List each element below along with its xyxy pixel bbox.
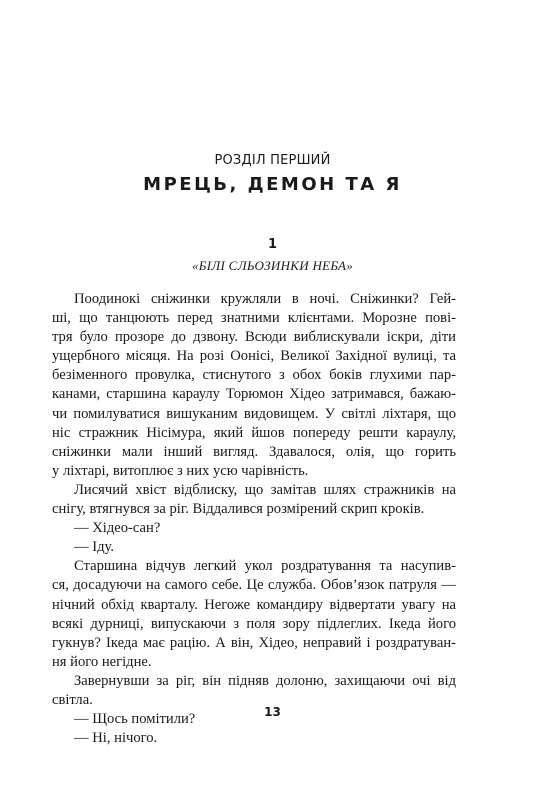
text-line: — Ні, нічого. bbox=[74, 730, 158, 747]
text-line: снігу, втягнувся за ріг. Віддалився розмірений скрип кроків. bbox=[52, 501, 425, 518]
paragraph bbox=[52, 290, 456, 481]
text-line: Поодинокі сніжинки кружляли в ночі. Сніжинки? Гей- bbox=[74, 291, 456, 307]
text-line: Лисячий хвіст відблиску, що замітав шлях стражників на bbox=[74, 481, 456, 498]
text-line: безіменного провулка, стиснутого з обох боків глухими пар- bbox=[52, 367, 456, 384]
chapter-part-label: РОЗДІЛ ПЕРШИЙ bbox=[214, 153, 331, 168]
paragraph bbox=[52, 538, 456, 557]
paragraph bbox=[52, 519, 456, 538]
text-line: чи помилуватися вишуканим видовищем. У світлі ліхтаря, що bbox=[52, 405, 456, 422]
text-line: всякі дурниці, випускаючи з поля зору підлеглих. Ікеда його bbox=[52, 615, 456, 632]
text-line: — Іду. bbox=[74, 539, 115, 556]
chapter-title: МРЕЦЬ, ДЕМОН ТА Я bbox=[143, 174, 402, 195]
text-line: Старшина відчув легкий укол роздратування та насупив- bbox=[74, 558, 456, 575]
text-line: канами, старшина караулу Торюмон Хідео затримався, бажаю- bbox=[52, 386, 456, 403]
text-line: — Щось помітили? bbox=[74, 711, 196, 728]
text-line: ші, що танцюють перед знатними клієнтами. Морозне пові- bbox=[52, 310, 456, 327]
text-line: ніс стражник Нісімура, який йшов попереду решти караулу, bbox=[52, 424, 456, 441]
text-line: нічний обхід кварталу. Негоже командиру відвертати увагу на bbox=[52, 596, 456, 613]
text-line: сніжинки мали інший вигляд. Здавалося, олія, що горить bbox=[52, 443, 456, 460]
text-line: світла. bbox=[52, 691, 93, 708]
page-number: 13 bbox=[264, 705, 281, 719]
paragraph bbox=[52, 557, 456, 672]
text-line: Завернувши за ріг, він підняв долоню, захищаючи очі від bbox=[74, 672, 456, 689]
paragraph bbox=[52, 481, 456, 519]
text-line: тря було прозоре до дзвону. Всюди виблискували іскри, діти bbox=[52, 329, 456, 346]
paragraph bbox=[52, 729, 456, 748]
text-line: ня його негідне. bbox=[52, 653, 152, 670]
text-line: ся, досадуючи на самого себе. Це служба. Обов’язок патруля — bbox=[52, 577, 456, 594]
text-line: гукнув? Ікеда має рацію. А він, Хідео, неправий і роздратуван- bbox=[52, 634, 456, 651]
section-title: «БІЛІ СЛЬОЗИНКИ НЕБА» bbox=[191, 258, 354, 273]
text-line: — Хідео-сан? bbox=[74, 520, 161, 537]
text-line: ущербного місяця. На розі Оонісі, Великої Західної вулиці, та bbox=[52, 348, 456, 365]
section-number: 1 bbox=[267, 237, 278, 252]
text-line: у ліхтарі, витоплює з них усю чарівність. bbox=[52, 462, 309, 479]
body-text bbox=[52, 290, 456, 748]
